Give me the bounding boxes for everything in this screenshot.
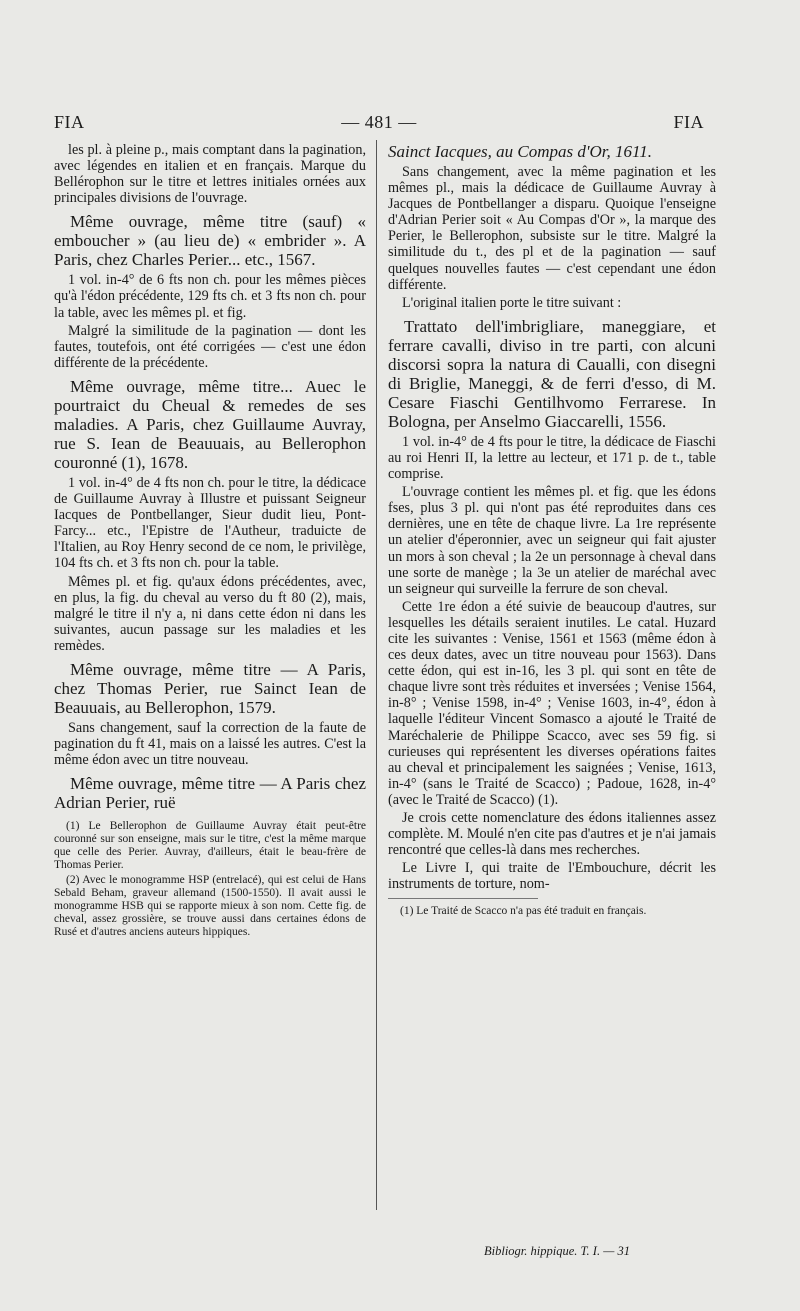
footnote: (2) Avec le monogramme HSP (entrelacé), qui est celui de Hans Sebald Beham, graveur allemand (1500-1550). Il avait aussi le monogramme HSB qui se rapporte mieux à son nom. Cette fig. de cheval, assez grossière, se trouve aussi dans certaines édons de Rusé et d'autres anciens auteurs hippiques.	[54, 874, 366, 939]
paragraph: Mêmes pl. et fig. qu'aux édons précédentes, avec, en plus, la fig. du cheval au verso du ft 80 (2), mais, malgré le titre il n'y a, ni dans cette édon ni dans les suivantes, aucun passage sur les maladies et les remèdes.	[54, 573, 366, 654]
paragraph: Je crois cette nomenclature des édons italiennes assez complète. M. Moulé n'en cite pas d'autres et je n'ai jamais rencontré que celles-là dans mes recherches.	[388, 810, 716, 859]
footnote: (1) Le Bellerophon de Guillaume Auvray était peut-être couronné sur son enseigne, mais sur le titre, c'est la même marque que celle des Perier. Auvray, d'ailleurs, était le beau-frère de Thomas Perier.	[54, 820, 366, 872]
paragraph: Le Livre I, qui traite de l'Embouchure, décrit les instruments de torture, nom-	[388, 860, 716, 893]
footnotes	[54, 820, 366, 939]
entry-heading: Même ouvrage, même titre... Auec le pourtraict du Cheual & remedes de ses maladies. A Paris, chez Guillaume Auvray, rue S. Iean de Beauuais, au Bellerophon couronné (1), 1678.	[54, 376, 366, 472]
paragraph: 1 vol. in-4° de 4 fts pour le titre, la dédicace de Fiaschi au roi Henri II, la lettre au lecteur, et 171 p. de t., table comprise.	[388, 433, 716, 483]
paragraph: L'ouvrage contient les mêmes pl. et fig. que les édons fses, plus 3 pl. qui n'ont pas été reproduites dans ces dernières, une en tête de chaque livre. La 1re représente un atelier d'éperonnier, avec un seigneur qui fait ajuster un mors à son cheval ; la 2e un personnage à cheval dans une sorte de manège ; la 3e un atelier de maréchal avec un seigneur qui surveille la ferrure de son cheval.	[388, 484, 716, 597]
paragraph: les pl. à pleine p., mais comptant dans la pagination, avec légendes en italien et en français. Marque du Bellérophon sur le titre et lettres initiales ornées aux principales divisions de l'ouvrage.	[54, 142, 366, 207]
paragraph: Sans changement, sauf la correction de la faute de pagination du ft 41, mais on a laissé les autres. C'est la même édon avec un titre nouveau.	[54, 719, 366, 769]
paragraph: Malgré la similitude de la pagination — dont les fautes, toutefois, ont été corrigées — c'est une édon différente de la précédente.	[54, 322, 366, 371]
signature-line: Bibliogr. hippique. T. I. — 31	[484, 1244, 630, 1258]
paragraph: L'original italien porte le titre suivant :	[402, 294, 622, 311]
right-column	[388, 142, 716, 918]
paragraph: Cette 1re édon a été suivie de beaucoup d'autres, sur lesquelles les détails seraient inutiles. Le catal. Huzard cite les suivantes : Venise, 1561 et 1563 (même édon à ces deux dates, avec un titre nouveau pour 1563). Dans cette édon, qui est in-16, les 3 pl. qui sont en tête de chaque livre sont très réduites et inversées ; Venise 1564, in-8° ; Venise 1598, in-4° ; Venise 1603, in-4°, édon à laquelle l'éditeur Vincent Somasco a ajouté le Traité de Maréchalerie de Philippe Scacco, avec ses 59 fig. si curieuses qui représentent les diverses opérations faites au cheval et principalement les saignées ; Venise, 1613, in-4° (sans le Traité de Scacco) ; Padoue, 1628, in-4° (avec le Traité de Scacco) (1).	[388, 598, 716, 808]
entry-heading: Même ouvrage, même titre — A Paris chez Adrian Perier, ruë	[54, 774, 366, 813]
paragraph: 1 vol. in-4° de 4 fts non ch. pour le titre, la dédicace de Guillaume Auvray à Illustre et puissant Seigneur Iacques de Pontbellanger, Sieur dudit lieu, Pont-Farcy... etc., l'Epistre de l'Autheur, traduicte de l'Italien, au Roy Henry second de ce nom, le privilège, 104 fts ch. et 3 fts non ch. pour la table.	[54, 474, 366, 572]
entry-heading-continued: Sainct Iacques, au Compas d'Or, 1611.	[388, 142, 652, 161]
left-column	[54, 142, 366, 941]
header-left: FIA	[54, 112, 85, 132]
entry-heading: Trattato dell'imbrigliare, maneggiare, et ferrare cavalli, diviso in tre parti, con alcuni discorsi sopra la natura di Caualli, con disegni di Briglie, Maneggi, & de ferri d'esso, di M. Cesare Fiaschi Gentilhvomo Ferrarese. In Bologna, per Anselmo Giaccarelli, 1556.	[388, 316, 716, 431]
footnote-rule	[388, 898, 538, 903]
header-right: FIA	[673, 112, 704, 132]
footnote: (1) Le Traité de Scacco n'a pas été traduit en français.	[400, 905, 647, 918]
entry-heading: Même ouvrage, même titre — A Paris, chez Thomas Perier, rue Sainct Iean de Beauuais, au Bellerophon, 1579.	[54, 659, 366, 717]
paragraph: 1 vol. in-4° de 6 fts non ch. pour les mêmes pièces qu'à l'édon précédente, 129 fts ch. et 3 fts non ch. pour la table, avec les mêmes pl. et fig.	[54, 272, 366, 321]
paragraph: Sans changement, avec la même pagination et les mêmes pl., mais la dédicace de Guillaume Auvray à Jacques de Pontbellanger a disparu. Quoique l'enseigne d'Adrian Perier soit « Au Compas d'Or », la marque des Perier, le Bellerophon, subsiste sur le titre. Malgré la similitude du t., des pl et de la pagination — sauf quelques nouvelles fautes — c'est cependant une édon différente.	[388, 164, 716, 293]
column-divider	[376, 140, 377, 1210]
page-number: — 481 —	[341, 112, 417, 132]
entry-heading: Même ouvrage, même titre (sauf) « emboucher » (au lieu de) « embrider ». A Paris, chez Charles Perier... etc., 1567.	[54, 212, 366, 270]
